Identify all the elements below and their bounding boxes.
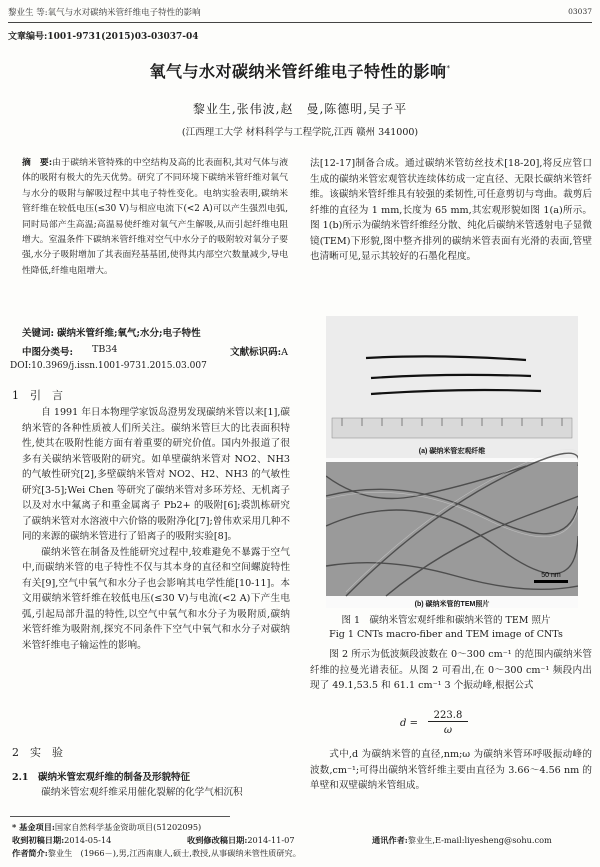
bio-text: 黎业生 (1966－),男,江西南康人,硕士,教授,从事碳纳米管性质研究。	[47, 848, 301, 858]
paper-title-text: 氧气与水对碳纳米管纤维电子特性的影响	[149, 62, 447, 81]
section-1-body	[22, 405, 290, 653]
revised-label: 收到修改稿日期:	[187, 835, 248, 845]
author-list: 黎业生,张伟波,赵 曼,陈德明,吴子平	[192, 102, 408, 116]
corr-label: 通讯作者:	[372, 835, 408, 845]
footnote-dates	[12, 834, 592, 847]
affiliation: (江西理工大学 材料科学与工程学院,江西 赣州 341000)	[181, 127, 419, 138]
article-number: 文章编号:1001-9731(2015)03-03037-04	[8, 32, 199, 42]
classification	[22, 344, 288, 358]
keywords	[22, 325, 288, 339]
formula-denominator: ω	[443, 725, 453, 736]
keywords-label: 关键词:	[22, 328, 55, 339]
figure-caption-en: Fig 1 CNTs macro-fiber and TEM image of CNTs	[329, 629, 563, 640]
fund-label: * 基金项目:	[12, 822, 55, 832]
header-divider	[8, 22, 592, 23]
paragraph: 图 2 所示为低波频段波数在 0～300 cm⁻¹ 的范围内碳纳米管纤维的拉曼光谱表征。从图 2 可看出,在 0～300 cm⁻¹ 频段内出现了 49.1,53.5 和 61.1 cm⁻¹ 3 个振动峰,根据公式	[310, 649, 592, 691]
abstract-label: 摘 要:	[22, 158, 53, 168]
paper-title	[0, 59, 600, 82]
abstract	[22, 156, 288, 279]
panel-b-label: (b) 碳纳米管的TEM照片	[414, 601, 490, 608]
paragraph: 式中,d 为碳纳米管的直径,nm;ω 为碳纳米管环呼吸振动峰的波数,cm⁻¹;可得出碳纳米管纤维主要由直径为 3.66～4.56 nm 的单壁和双壁碳纳米管组成。	[310, 749, 592, 791]
footnote-divider	[10, 816, 230, 817]
doc-code-value: A	[281, 347, 288, 358]
bio-label: 作者简介:	[12, 848, 48, 858]
revised-date: 2014-11-07	[247, 835, 295, 845]
clc-label: 中图分类号:	[22, 347, 74, 358]
paragraph: 碳纳米管在制备及性能研究过程中,较难避免不暴露于空气中,而碳纳米管的电子特性不仅与其本身的直径和空间螺旋特性有关[9],空气中氧气和水分子也会影响其电学性能[10-11]。本文用碳纳米管纤维在较低电压(≤30 V)与电流(<2 A)下产生电弧,引起局部升温的特性,以空气中氧气和水分子为吸附质,碳纳米管纤维为吸附剂,探究不同条件下空气中氧气和水分子对碳纳米管纤维电子输运性的影响。	[22, 546, 290, 651]
scale-bar-label: 50 nm	[541, 572, 561, 579]
panel-a-label: (a) 碳纳米管宏观纤维	[418, 448, 486, 455]
paragraph: 法[12-17]制备合成。通过碳纳米管纺丝技术[18-20],将反应管口生成的碳纳米管宏观管状连续体纺成一定直径、无限长碳纳米管纤维。该碳纳米管纤维具有较强的柔韧性,可任意剪切与弯曲。裁剪后纤维的直径为 1 mm,长度为 65 mm,其宏观形貌如图 1(a)所示。图 1(b)所示为碳纳米管纤维经分散、纯化后碳纳米管透射电子显微镜(TEM)下形貌,图中整齐排列的碳纳米管表面有光滑的表面,管壁也清晰可见,显示其较好的石墨化程度。	[310, 158, 592, 262]
page-number: 03037	[568, 7, 592, 16]
section-1-heading: 1 引 言	[12, 389, 63, 402]
received-date: 2014-05-14	[64, 835, 112, 845]
subsection-2-1-heading: 2.1 碳纳米管宏观纤维的制备及形貌特征	[12, 772, 191, 783]
doc-code-label: 文献标识码:	[230, 347, 282, 358]
abstract-text: 由于碳纳米管特殊的中空结构及高的比表面积,其对气体与液体的吸附有极大的先天优势。研究了不同环境下碳纳米管纤维对氧气与水分的吸附与解吸过程中其电子特性变化。电纳实验表明,碳纳米管纤维在较低电压(≤30 V)与相应电流下(<2 A)可以产生强烈电弧,同时局部产生高温;高温易使纤维对氧气产生解吸,从而引起纤维电阻增大。室温条件下碳纳米管纤维对空气中水分子的吸附较对氧分子要强,水分子吸附增加了其表面羟基基团,使得其内部空穴数量减少,导电性降低,纤维电阻增大。	[22, 158, 288, 276]
paragraph: 碳纳米管宏观纤维采用催化裂解的化学气相沉积	[41, 787, 243, 798]
received-label: 收到初稿日期:	[12, 835, 65, 845]
footnote-bio	[12, 847, 592, 860]
corr-text: 黎业生,E-mail:liyesheng@sohu.com	[407, 835, 552, 845]
formula-lhs: d =	[400, 718, 418, 729]
figure-1	[326, 316, 578, 608]
paragraph: 自 1991 年日本物理学家饭岛澄男发现碳纳米管以来[1],碳纳米管的各种性质被人们所关注。碳纳米管巨大的比表面积特性,使其在吸附性能方面有着重要的研究价值。国内外报道了很多有关碳纳米管吸附的研究。如单壁碳纳米管对 NO2、NH3 的气敏性研究[2],多壁碳纳米管对 NO2、H2、NH3 的气敏性研究[3-5];Wei Chen 等研究了碳纳米管对多环芳烃、无机离子以及对水中氟离子和重金属离子 Pb2+ 的吸附[6];裘凯栋研究了碳纳米管对水溶液中六价铬的吸附净化[7];曾伟欢采用几种不同的来源的碳纳米管进行了铅离子的吸附实验[8]。	[22, 407, 290, 542]
running-header	[8, 6, 592, 20]
corresponding-author	[372, 834, 552, 847]
revised	[187, 834, 295, 847]
figure-caption-cn: 图 1 碳纳米管宏观纤维和碳纳米管的 TEM 照片	[341, 615, 551, 626]
footnote-fund	[12, 821, 592, 834]
ruler	[332, 418, 572, 438]
keywords-text: 碳纳米管纤维;氧气;水分;电子特性	[57, 328, 201, 339]
doc-code	[230, 344, 288, 358]
scale-bar	[534, 580, 568, 583]
title-footnote-mark: *	[446, 64, 451, 73]
fund-text: 国家自然科学基金资助项目(51202095)	[54, 822, 202, 832]
doi: DOI:10.3969/j.issn.1001-9731.2015.03.007	[10, 361, 207, 371]
section-2-heading: 2 实 验	[12, 746, 63, 759]
running-title: 黎业生 等:氧气与水对碳纳米管纤维电子特性的影响	[8, 8, 201, 18]
formula-numerator: 223.8	[428, 710, 468, 722]
clc-code: TB34	[92, 344, 118, 355]
tem-panel	[326, 462, 578, 596]
